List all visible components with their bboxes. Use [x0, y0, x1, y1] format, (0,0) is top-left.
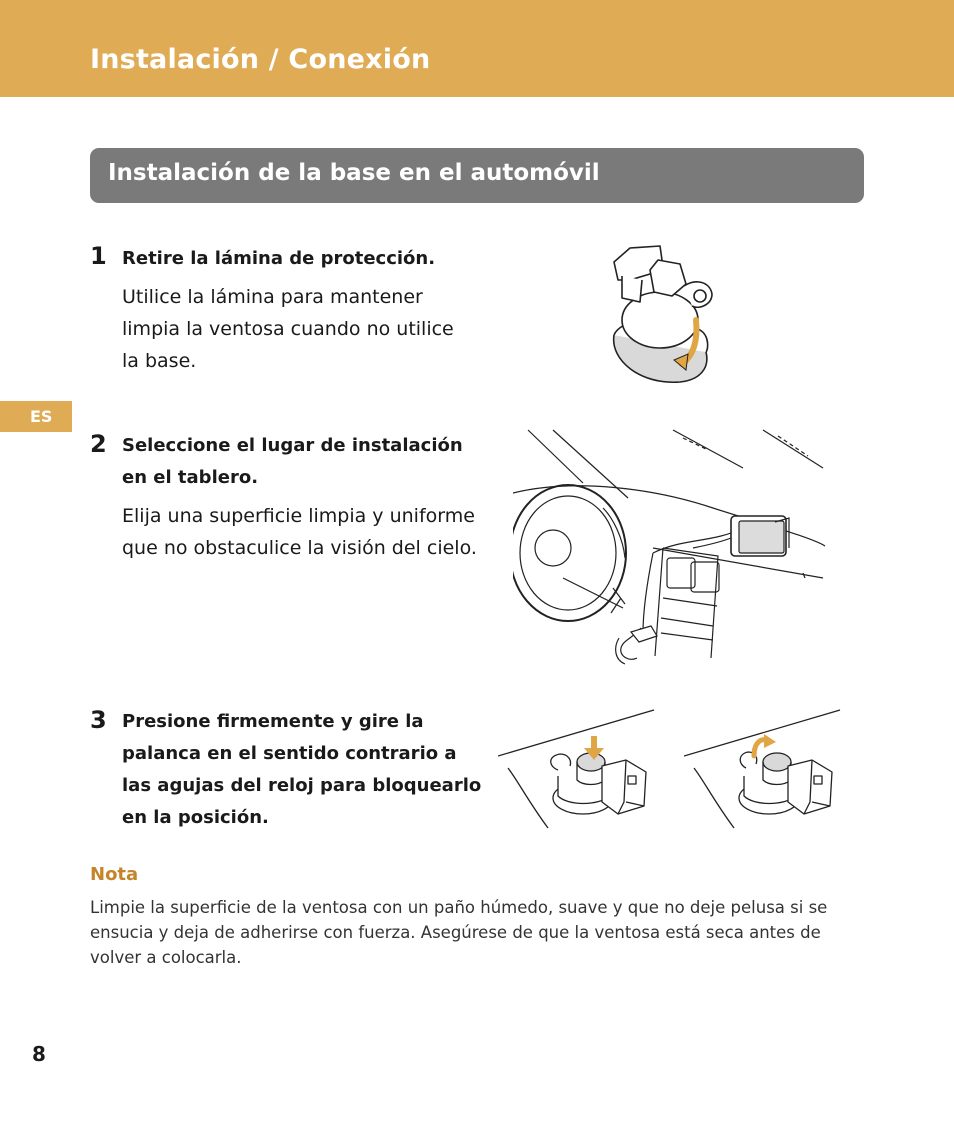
step-1-body — [122, 281, 454, 377]
car-dashboard-icon — [513, 428, 828, 666]
rotate-lever-illustration — [684, 706, 844, 830]
note-label: Nota — [90, 864, 139, 885]
section-bar — [90, 148, 864, 203]
step-1-body-line: Utilice la lámina para mantener — [122, 286, 423, 308]
note-line: volver a colocarla. — [90, 948, 242, 967]
step-2-body-line: que no obstaculice la visión del cielo. — [122, 537, 477, 559]
step-3-heading-line: en la posición. — [122, 807, 269, 828]
step-2-heading — [122, 430, 463, 494]
step-1-body-line: la base. — [122, 350, 197, 372]
step-3-heading-line: Presione firmemente y gire la — [122, 711, 424, 732]
chapter-title: Instalación / Conexión — [90, 44, 431, 75]
step-2-heading-line: en el tablero. — [122, 467, 259, 488]
step-2-body-line: Elija una superficie limpia y uniforme — [122, 505, 475, 527]
suction-cup-sheet-icon — [600, 240, 740, 390]
header-band — [0, 0, 954, 97]
step-1-body-line: limpia la ventosa cuando no utilice — [122, 318, 454, 340]
step-3-heading-line: las agujas del reloj para bloquearlo — [122, 775, 482, 796]
step-2-number: 2 — [90, 430, 107, 458]
step-2-body — [122, 500, 477, 564]
step-1-heading-line: Retire la lámina de protección. — [122, 248, 436, 269]
step-1-number: 1 — [90, 242, 107, 270]
note-line: ensucia y deja de adherirse con fuerza. Asegúrese de que la ventosa está seca antes de — [90, 923, 821, 942]
step-3-heading — [122, 706, 481, 834]
page-number: 8 — [32, 1042, 46, 1066]
press-suction-cup-illustration — [498, 706, 658, 830]
language-tab — [0, 401, 72, 432]
language-tab-label: ES — [30, 407, 53, 426]
suction-cup-protective-sheet-illustration — [600, 240, 740, 390]
car-dashboard-illustration — [513, 428, 828, 666]
press-down-icon — [498, 706, 658, 830]
note-text — [90, 895, 850, 970]
section-title: Instalación de la base en el automóvil — [108, 160, 600, 186]
step-3-number: 3 — [90, 706, 107, 734]
step-3-heading-line: palanca en el sentido contrario a — [122, 743, 457, 764]
rotate-counterclockwise-icon — [684, 706, 844, 830]
note-line: Limpie la superficie de la ventosa con un paño húmedo, suave y que no deje pelusa si se — [90, 898, 828, 917]
step-1-heading — [122, 243, 435, 275]
step-2-heading-line: Seleccione el lugar de instalación — [122, 435, 463, 456]
